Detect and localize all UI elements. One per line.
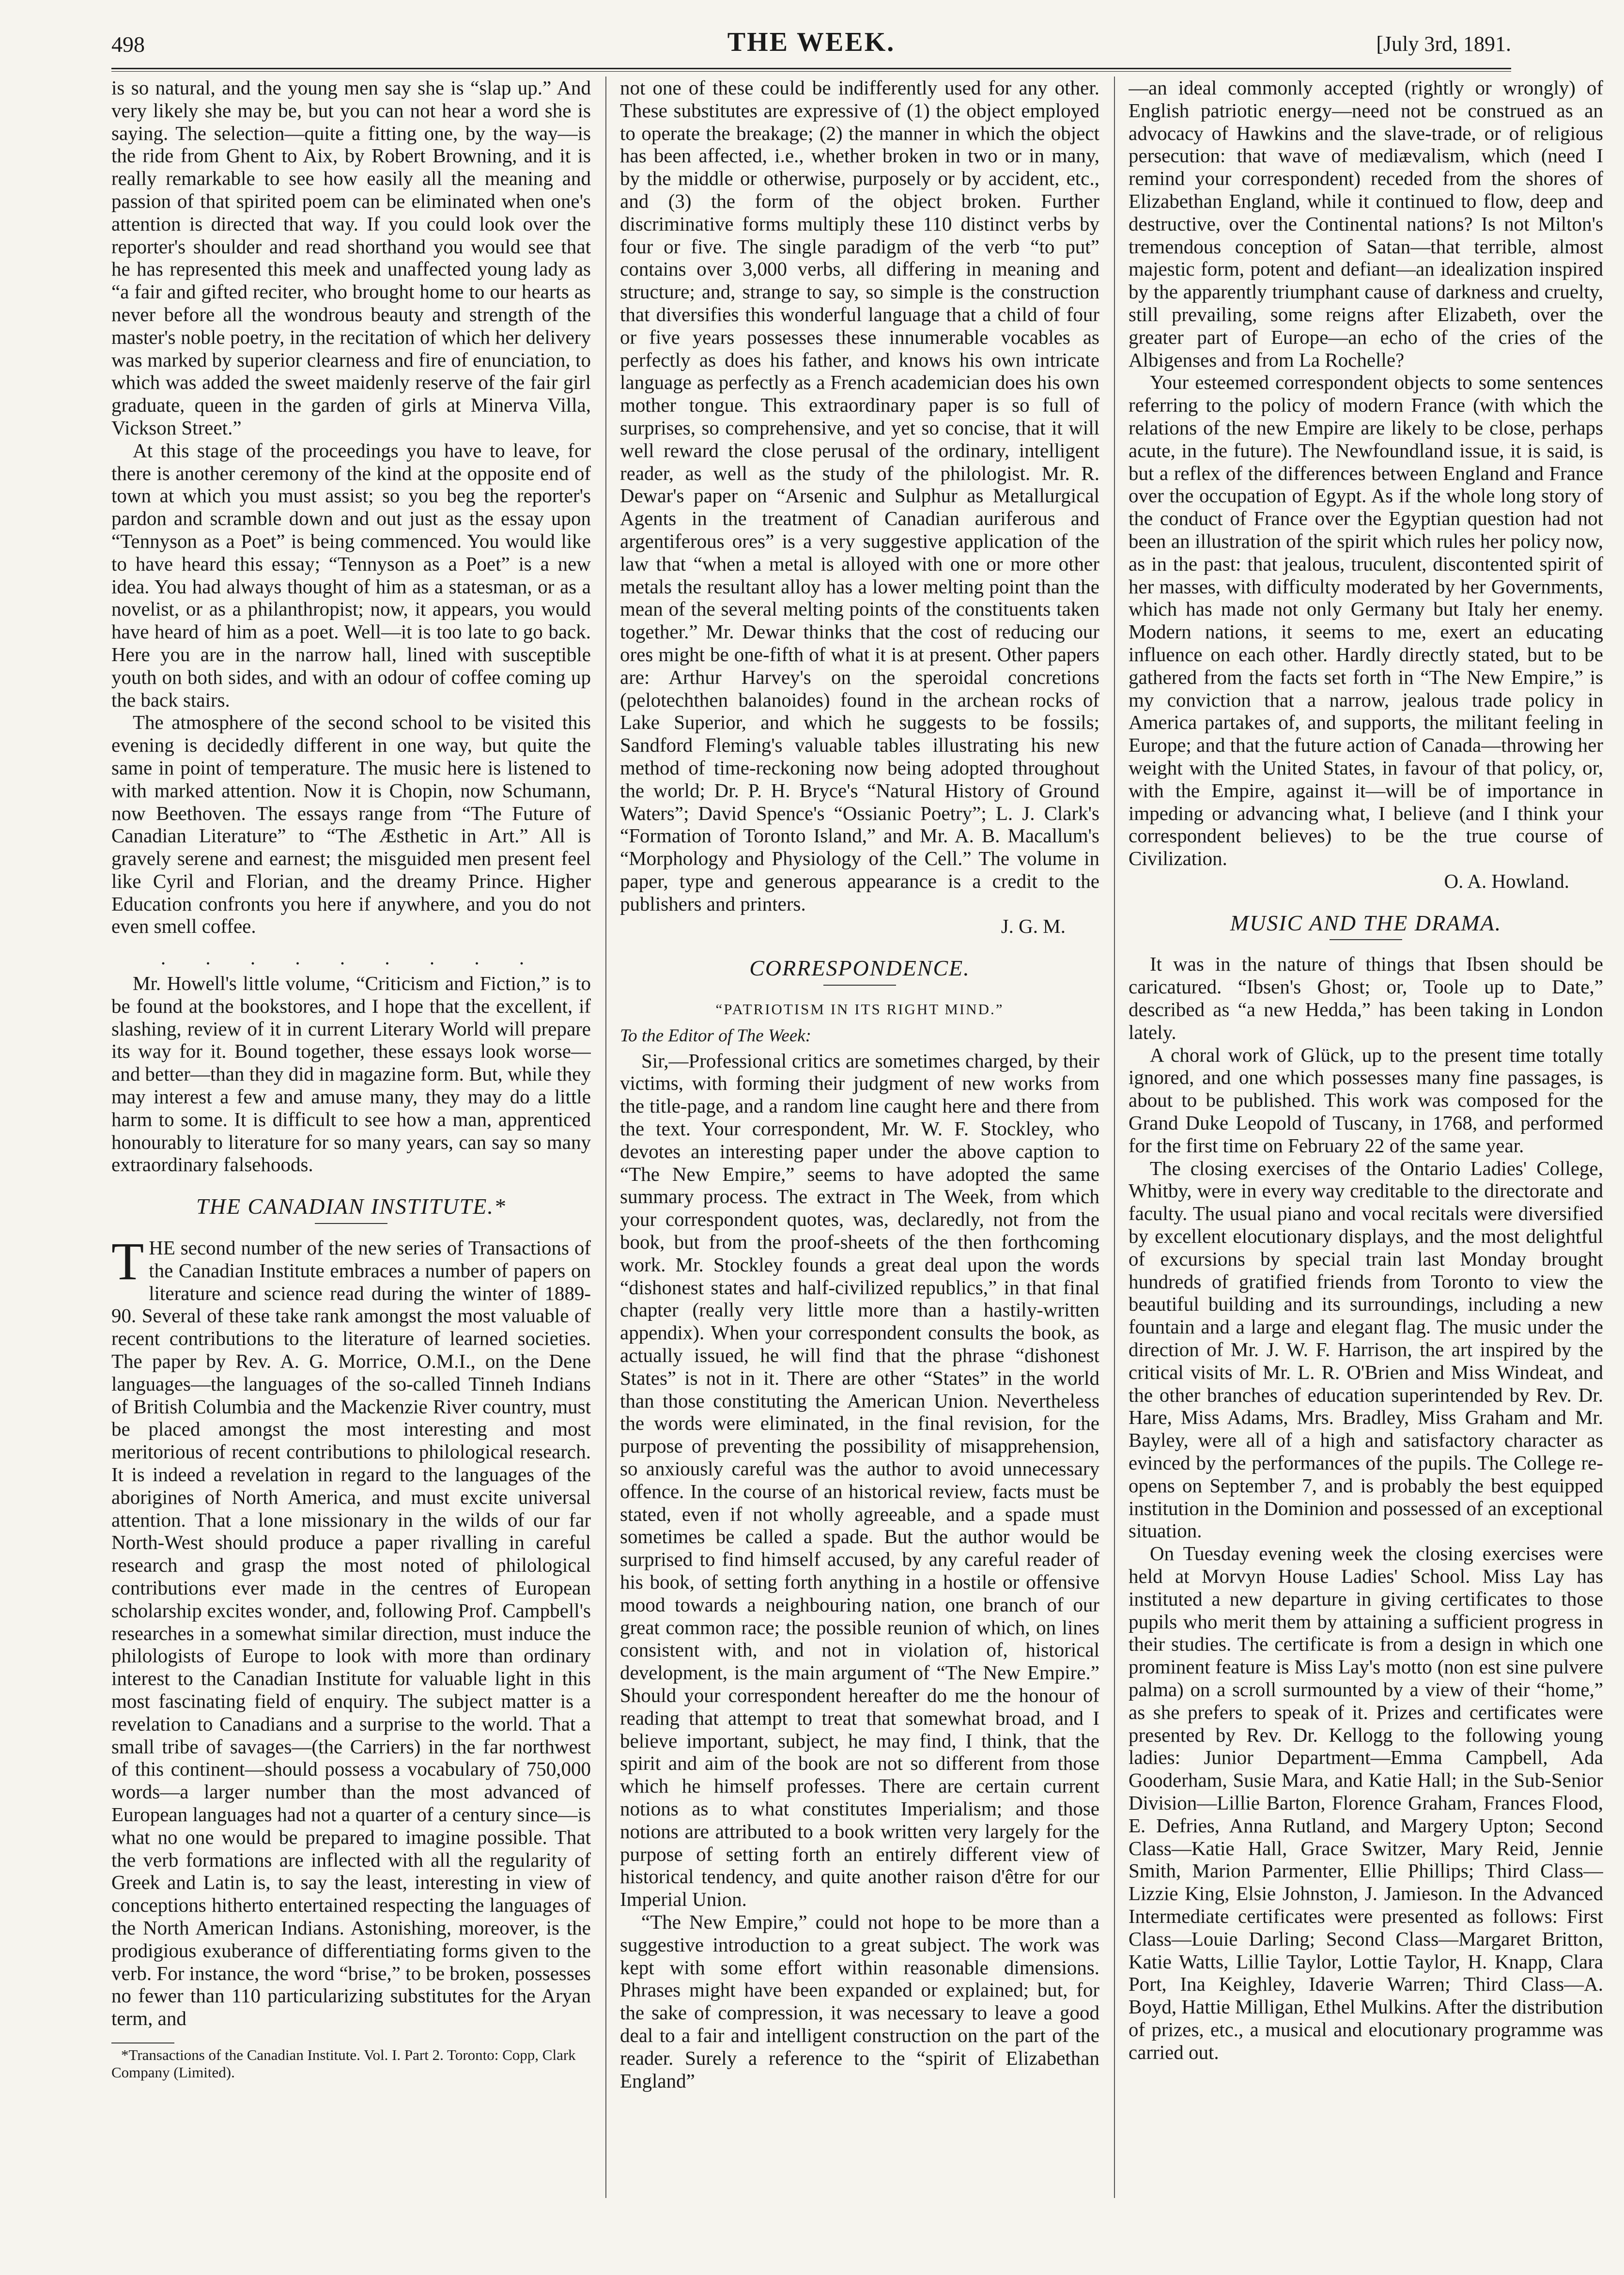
footnote: *Transactions of the Canadian Institute. Vol. I. Part 2. Toronto: Copp, Clark Company (Limited). xyxy=(111,2046,576,2081)
paragraph: not one of these could be indifferently used for any other. These substitutes are expressive of (1) the object employed to operate the breakage; (2) the manner in which the object has been affected, i.e., whether broken in two or in many, by the middle or otherwise, purposely or by accident, etc., and (3) the form of the object broken. Further discriminative forms multiply these 110 distinct verbs by four or five. The single paradigm of the verb “to put” contains over 3,000 verbs, all differing in meaning and structure; and, strange to say, so simple is the construction that diversifies this wonderful language that a child of four or five years possesses these innumerable vocables as perfectly as does his father, and knows his own intricate language as perfectly as a French academician does his own mother tongue. This extraordinary paper is so full of surprises, so comprehensive, and yet so concise, that it will well reward the close perusal of the ordinary, intelligent reader, as well as the study of the philologist. Mr. R. Dewar's paper on “Arsenic and Sulphur as Metallurgical Agents in the treatment of Canadian auriferous and argentiferous ores” is a very suggestive application of the law that “when a metal is alloyed with one or more other metals the resultant alloy has a lower melting point than the mean of the several melting points of the constituents taken together.” Mr. Dewar thinks that the cost of reducing our ores might be one-fifth of what it is at present. Other papers are: Arthur Harvey's on the speroidal concretions (pelotechthen balanoides) found in the archean rocks of Lake Superior, and which he suggests to be fossils; Sandford Fleming's valuable tables illustrating his new method of time-reckoning now being adopted throughout the world; Dr. P. H. Bryce's “Natural History of Ground Waters”; David Spence's “Ossianic Poetry”; L. J. Clark's “Formation of Toronto Island,” and Mr. A. B. Macallum's “Morphology and Physiology of the Cell.” The volume in paper, type and generous appearance is a credit to the publishers and printers. xyxy=(620,77,1099,915)
section-title: MUSIC AND THE DRAMA. xyxy=(1230,910,1502,935)
paragraph: Sir,—Professional critics are sometimes charged, by their victims, with forming their judgment of new works from the title-page, and a random line caught here and there from the text. Your correspondent, Mr. W. F. Stockley, who devotes an interesting paper under the above caption to “The New Empire,” seems to have adopted the same summary process. The extract in The Week, from which your correspondent quotes, was, declaredly, not from the book, but from the proof-sheets of the then forthcoming work. Mr. Stockley founds a great deal upon the words “dishonest states and half-civilized republics,” in that final chapter (really very little more than a hastily-written appendix). When your correspondent consults the book, as actually issued, he will find that the phrase “dishonest States” is not in it. There are other “States” in the world than those constituting the American Union. Nevertheless the words were eliminated, in the final revision, for the purpose of preventing the possibility of misapprehension, so anxiously careful was the author to avoid unnecessary offence. In the course of an historical review, facts must be stated, even if not wholly agreeable, and a spade must sometimes be called a spade. But the author would be surprised to find himself accused, by any careful reader of his book, of setting forth anything in a hostile or offensive mood towards a neighbouring nation, one branch of our great common race; the possible reunion of which, on lines consistent with, and not in violation of, historical development, is the main argument of “The New Empire.” Should your correspondent hereafter do me the honour of reading that attempt to treat that somewhat broad, and I believe important, subject, he may find, I think, that the spirit and aim of the book are not so different from those which he himself professes. There are certain current notions as to what constitutes Imperialism; and those notions are attributed to a book written very largely for the purpose of setting forth an entirely different view of historical tendency, and quite another raison d'être for our Imperial Union. xyxy=(620,1049,1099,1911)
title-rule xyxy=(315,1223,387,1224)
paragraph: Mr. Howell's little volume, “Criticism and Fiction,” is to be found at the bookstores, and I hope that the excellent, if slashing, review of it in current Literary World will prepare its way for it. Bound together, these essays look worse—and better—than they did in magazine form. But, while they may interest a few and amuse many, they may do a little harm to some. It is difficult to see how a man, apprenticed honourably to literature for so many years, can say so many extraordinary falsehoods. xyxy=(111,972,591,1176)
paragraph: “The New Empire,” could not hope to be more than a suggestive introduction to a great subject. The work was kept with some effort within reasonable dimensions. Phrases might have been expanded or explained; but, for the sake of compression, it was necessary to leave a good deal to a fair and intelligent construction on the part of the reader. Surely a reference to the “spirit of Elizabethan England” xyxy=(620,1910,1099,2092)
section-dots: . . . . . . . . . xyxy=(160,946,542,969)
paragraph: The closing exercises of the Ontario Ladies' College, Whitby, were in every way creditable to the directorate and faculty. The usual piano and vocal recitals were diversified by excellent elocutionary displays, and the most delightful of excursions by special train last Monday brought hundreds of gratified friends from Toronto to view the beautiful building and its surroundings, including a new fountain and a large and elegant flag. The music under the direction of Mr. J. W. F. Harrison, the art inspired by the critical visits of Mr. L. R. O'Brien and Miss Windeat, and the other branches of education superintended by Rev. Dr. Hare, Miss Adams, Mrs. Bradley, Miss Graham and Mr. Bayley, were all of a high and satisfactory character as evinced by the performances of the pupils. The College re-opens on September 7, and is probably the best equipped institution in the Dominion and possessed of an exceptional situation. xyxy=(1129,1157,1603,1542)
paragraph-text: HE second number of the new series of Transactions of the Canadian Institute embraces a number of papers on literature and science read during the winter of 1889-90. Several of these take rank amongst the most valuable of recent contributions to the literature of learned societies. The paper by Rev. A. G. Morrice, O.M.I., on the Dene languages—the languages of the so-called Tinneh Indians of British Columbia and the Mackenzie River country, must be placed amongst the most interesting and most meritorious of recent contributions to philological research. It is indeed a revelation in regard to the languages of the aborigines of North America, and must excite universal attention. That a lone missionary in the wilds of our far North-West should produce a paper rivalling in careful research and grasp the most noted of philological contributions ever made in the centres of European scholarship excites wonder, and, following Prof. Campbell's researches in a somewhat similar direction, must induce the philologists of Europe to look with more than ordinary interest to the Canadian Institute for valuable light in this most fascinating field of enquiry. The subject matter is a revelation to Canadians and a surprise to the world. That a small tribe of savages—(the Carriers) in the far northwest of this continent—should possess a vocabulary of 750,000 words—a larger number than the most advanced of European languages had not a quarter of a century since—is what no one would be prepared to imagine possible. That the verb formations are inflected with all the regularity of Greek and Latin is, to say the least, interesting in view of conceptions hitherto entertained respecting the languages of the North American Indians. Astonishing, moreover, is the prodigious exuberance of differentiating forms given to the verb. For instance, the word “brise,” to be broken, possesses no fewer than 110 particularizing substitutes for the Aryan term, and xyxy=(111,1237,591,2030)
masthead: THE WEEK. xyxy=(727,27,896,57)
column-2 xyxy=(620,77,1099,2256)
title-rule xyxy=(823,985,896,986)
letter-heading: “PATRIOTISM IN ITS RIGHT MIND.” xyxy=(715,1001,1004,1018)
paragraph: A choral work of Glück, up to the present time totally ignored, and one which possesses many fine passages, is about to be published. This work was composed for the Grand Duke Leopold of Tuscany, in 1768, and performed for the first time on February 22 of the same year. xyxy=(1129,1043,1603,1157)
section-title: CORRESPONDENCE. xyxy=(749,956,970,981)
paragraph: —an ideal commonly accepted (rightly or wrongly) of English patriotic energy—need not be construed as an advocacy of Hawkins and the slave-trade, or of religious persecution: that wave of mediævalism, which (need I remind your correspondent) receded from the shores of Elizabethan England, while it continued to flow, deep and destructive, over the Continental nations? Is not Milton's tremendous conception of Satan—that terrible, almost majestic form, potent and defiant—an idealization inspired by the apparently triumphant cause of darkness and cruelty, still prevailing, some reigns after Elizabeth, over the greater part of Europe—an echo of the cries of the Albigenses and from La Rochelle? xyxy=(1129,77,1603,371)
signature: J. G. M. xyxy=(1001,915,1066,938)
paragraph: On Tuesday evening week the closing exercises were held at Morvyn House Ladies' School. Miss Lay has instituted a new departure in giving certificates to those pupils who merit them by attaining a sufficient progress in their studies. The certificate is from a design in which one prominent feature is Miss Lay's motto (non est sine pulvere palma) on a scroll surmounted by a view of their “home,” as she prefers to speak of it. Prizes and certificates were presented by Rev. Dr. Kellogg to the following young ladies: Junior Department—Emma Campbell, Ada Gooderham, Susie Mara, and Katie Hall; in the Sub-Senior Division—Lillie Barton, Florence Graham, Frances Flood, E. Defries, Anna Rutland, and Margery Upton; Second Class—Katie Hall, Grace Switzer, Mary Reid, Jennie Smith, Marion Parmenter, Ellie Phillips; Third Class—Lizzie King, Elsie Johnston, J. Jamieson. In the Advanced Intermediate certificates were presented as follows: First Class—Louie Darling; Second Class—Margaret Britton, Katie Watts, Lillie Taylor, Lottie Taylor, H. Knapp, Clara Port, Ina Keighley, Idaverie Warren; Third Class—A. Boyd, Hattie Milligan, Ethel Mulkins. After the distribution of prizes, etc., a musical and elocutionary programme was carried out. xyxy=(1129,1542,1603,2063)
page-number: 498 xyxy=(111,32,145,57)
page-header xyxy=(111,27,1511,70)
column-3 xyxy=(1129,77,1603,2256)
column-1 xyxy=(111,77,591,2256)
section-title: THE CANADIAN INSTITUTE.* xyxy=(196,1194,506,1219)
paragraph: Your esteemed correspondent objects to some sentences referring to the policy of modern France (with which the relations of the new Empire are likely to be close, perhaps acute, in the future). The Newfoundland issue, it is said, is but a reflex of the differences between England and France over the occupation of Egypt. As if the whole long story of the conduct of France over the Egyptian question had not been an illustration of the spirit which rules her policy now, as in the past: that jealous, truculent, discontented spirit of her masses, with difficulty moderated by her Governments, which has made not only Germany but Italy her enemy. Modern nations, it seems to me, exert an educating influence on each other. Hardly directly stated, but to be gathered from the facts set forth in “The New Empire,” is my conviction that a narrow, jealous trade policy in America partakes of, and supports, the militant feeling in Europe; and that the future action of Canada—throwing her weight with the United States, in favour of that policy, or, with the Empire, against it—will be of importance in impeding or advancing what, I believe (and I think your correspondent believes) to be the true course of Civilization. xyxy=(1129,371,1603,870)
signature: O. A. Howland. xyxy=(1444,869,1569,892)
paragraph xyxy=(111,1232,591,2030)
header-rule xyxy=(111,68,1511,72)
column-divider xyxy=(605,77,606,2198)
issue-date: [July 3rd, 1891. xyxy=(1376,32,1511,56)
drop-cap: T xyxy=(111,1232,144,1291)
paragraph: is so natural, and the young men say she is “slap up.” And very likely she may be, but you can not hear a word she is saying. The selection—quite a fitting one, by the way—is the ride from Ghent to Aix, by Robert Browning, and it is really remarkable to see how easily all the meaning and passion of that spirited poem can be eliminated when one's attention is directed that way. If you could look over the reporter's shoulder and read shorthand you would see that he has represented this meek and unaffected young lady as “a fair and gifted reciter, who brought home to our hearts as never before all the wondrous beauty and strength of the master's noble poetry, in the recitation of which her delivery was marked by superior clearness and fire of enunciation, to which was added the sweet maidenly reserve of the fair girl graduate, queen in the garden of girls at Minerva Villa, Vickson Street.” xyxy=(111,77,591,439)
paragraph: It was in the nature of things that Ibsen should be caricatured. “Ibsen's Ghost; or, Toole up to Date,” described as “a new Hedda,” has been taking in London lately. xyxy=(1129,953,1603,1043)
column-divider xyxy=(1114,77,1115,2198)
paragraph: At this stage of the proceedings you have to leave, for there is another ceremony of the kind at the opposite end of town at which you must assist; so you beg the reporter's pardon and scramble down and out just as the essay upon “Tennyson as a Poet” is being commenced. You would like to have heard this essay; “Tennyson as a Poet” is a new idea. You had always thought of him as a statesman, or as a novelist, or as a philanthropist; now, it appears, you would have heard of him as a poet. Well—it is too late to go back. Here you are in the narrow hall, lined with susceptible youth on both sides, and with an odour of coffee coming up the back stairs. xyxy=(111,439,591,711)
paragraph: The atmosphere of the second school to be visited this evening is decidedly different in one way, but quite the same in point of temperature. The music here is listened to with marked attention. Now it is Chopin, now Schumann, now Beethoven. The essays range from “The Future of Canadian Literature” to “The Æsthetic in Art.” All is gravely serene and earnest; the misguided men present feel like Cyril and Florian, and the dreamy Prince. Higher Education confronts you here if anywhere, and you do not even smell coffee. xyxy=(111,711,591,938)
salutation: To the Editor of The Week: xyxy=(620,1025,811,1046)
title-rule xyxy=(1330,939,1402,940)
